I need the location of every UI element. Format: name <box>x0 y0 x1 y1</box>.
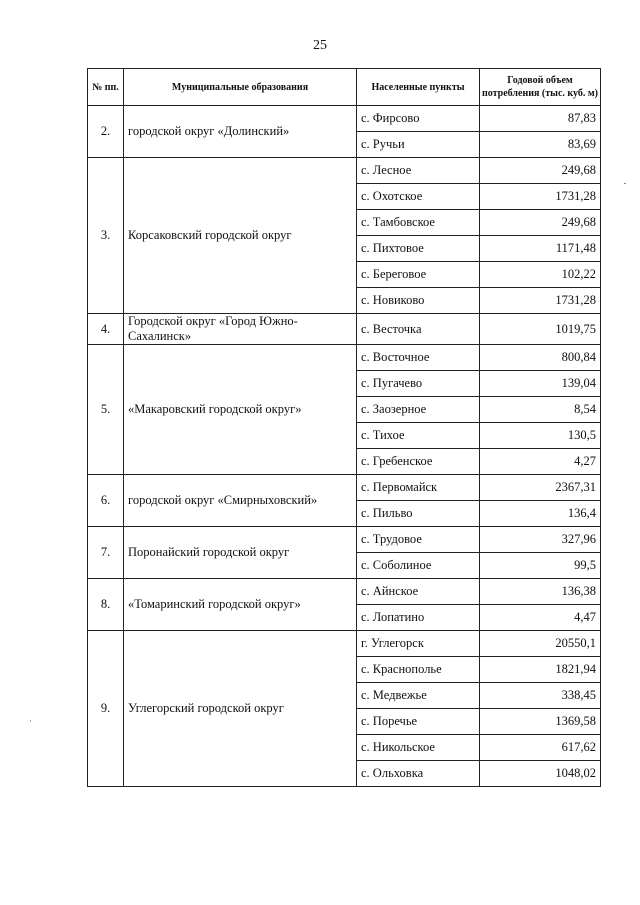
volume-cell: 1048,02 <box>480 761 601 787</box>
volume-cell: 4,47 <box>480 605 601 631</box>
consumption-table <box>87 68 601 787</box>
table-header-row <box>88 69 601 106</box>
settlement-cell: с. Поречье <box>357 709 480 735</box>
settlement-cell: с. Никольское <box>357 735 480 761</box>
table-body <box>88 106 601 787</box>
volume-cell: 1731,28 <box>480 184 601 210</box>
row-number: 2. <box>88 106 124 158</box>
settlement-cell: с. Лесное <box>357 158 480 184</box>
settlement-cell: с. Краснополье <box>357 657 480 683</box>
municipality-cell: городской округ «Долинский» <box>124 106 357 158</box>
header-volume: Годовой объем потребления (тыс. куб. м) <box>480 69 601 106</box>
settlement-cell: с. Соболиное <box>357 553 480 579</box>
header-num: № пп. <box>88 69 124 106</box>
table-row <box>88 631 601 657</box>
table-row <box>88 527 601 553</box>
table-row <box>88 158 601 184</box>
settlement-cell: с. Охотское <box>357 184 480 210</box>
settlement-cell: с. Береговое <box>357 262 480 288</box>
table-row <box>88 106 601 132</box>
table-row <box>88 345 601 371</box>
page-number: 25 <box>313 38 327 53</box>
volume-cell: 2367,31 <box>480 475 601 501</box>
settlement-cell: с. Тамбовское <box>357 210 480 236</box>
table-row <box>88 314 601 345</box>
settlement-cell: с. Лопатино <box>357 605 480 631</box>
settlement-cell: с. Ольховка <box>357 761 480 787</box>
settlement-cell: с. Тихое <box>357 423 480 449</box>
settlement-cell: с. Ручьи <box>357 132 480 158</box>
settlement-cell: г. Углегорск <box>357 631 480 657</box>
table-row <box>88 579 601 605</box>
settlement-cell: с. Заозерное <box>357 397 480 423</box>
volume-cell: 1731,28 <box>480 288 601 314</box>
volume-cell: 1369,58 <box>480 709 601 735</box>
header-settlement: Населенные пункты <box>357 69 480 106</box>
settlement-cell: с. Гребенское <box>357 449 480 475</box>
volume-cell: 87,83 <box>480 106 601 132</box>
settlement-cell: с. Трудовое <box>357 527 480 553</box>
volume-cell: 136,38 <box>480 579 601 605</box>
row-number: 9. <box>88 631 124 787</box>
volume-cell: 130,5 <box>480 423 601 449</box>
volume-cell: 327,96 <box>480 527 601 553</box>
municipality-cell: Корсаковский городской округ <box>124 158 357 314</box>
row-number: 6. <box>88 475 124 527</box>
settlement-cell: с. Айнское <box>357 579 480 605</box>
volume-cell: 617,62 <box>480 735 601 761</box>
volume-cell: 800,84 <box>480 345 601 371</box>
settlement-cell: с. Фирсово <box>357 106 480 132</box>
volume-cell: 4,27 <box>480 449 601 475</box>
volume-cell: 1019,75 <box>480 314 601 345</box>
settlement-cell: с. Пильво <box>357 501 480 527</box>
settlement-cell: с. Восточное <box>357 345 480 371</box>
settlement-cell: с. Весточка <box>357 314 480 345</box>
municipality-cell: «Томаринский городской округ» <box>124 579 357 631</box>
margin-mark <box>624 183 626 184</box>
row-number: 5. <box>88 345 124 475</box>
row-number: 7. <box>88 527 124 579</box>
row-number: 3. <box>88 158 124 314</box>
settlement-cell: с. Пугачево <box>357 371 480 397</box>
table-row <box>88 475 601 501</box>
volume-cell: 1171,48 <box>480 236 601 262</box>
municipality-cell: городской округ «Смирныховский» <box>124 475 357 527</box>
volume-cell: 338,45 <box>480 683 601 709</box>
margin-mark <box>30 720 31 722</box>
row-number: 4. <box>88 314 124 345</box>
volume-cell: 20550,1 <box>480 631 601 657</box>
volume-cell: 249,68 <box>480 158 601 184</box>
volume-cell: 1821,94 <box>480 657 601 683</box>
volume-cell: 136,4 <box>480 501 601 527</box>
volume-cell: 99,5 <box>480 553 601 579</box>
settlement-cell: с. Пихтовое <box>357 236 480 262</box>
volume-cell: 139,04 <box>480 371 601 397</box>
municipality-cell: Углегорский городской округ <box>124 631 357 787</box>
municipality-cell: Городской округ «Город Южно-Сахалинск» <box>124 314 357 345</box>
row-number: 8. <box>88 579 124 631</box>
settlement-cell: с. Новиково <box>357 288 480 314</box>
settlement-cell: с. Первомайск <box>357 475 480 501</box>
volume-cell: 83,69 <box>480 132 601 158</box>
municipality-cell: «Макаровский городской округ» <box>124 345 357 475</box>
volume-cell: 102,22 <box>480 262 601 288</box>
settlement-cell: с. Медвежье <box>357 683 480 709</box>
volume-cell: 8,54 <box>480 397 601 423</box>
volume-cell: 249,68 <box>480 210 601 236</box>
header-municipality: Муниципальные образования <box>124 69 357 106</box>
municipality-cell: Поронайский городской округ <box>124 527 357 579</box>
